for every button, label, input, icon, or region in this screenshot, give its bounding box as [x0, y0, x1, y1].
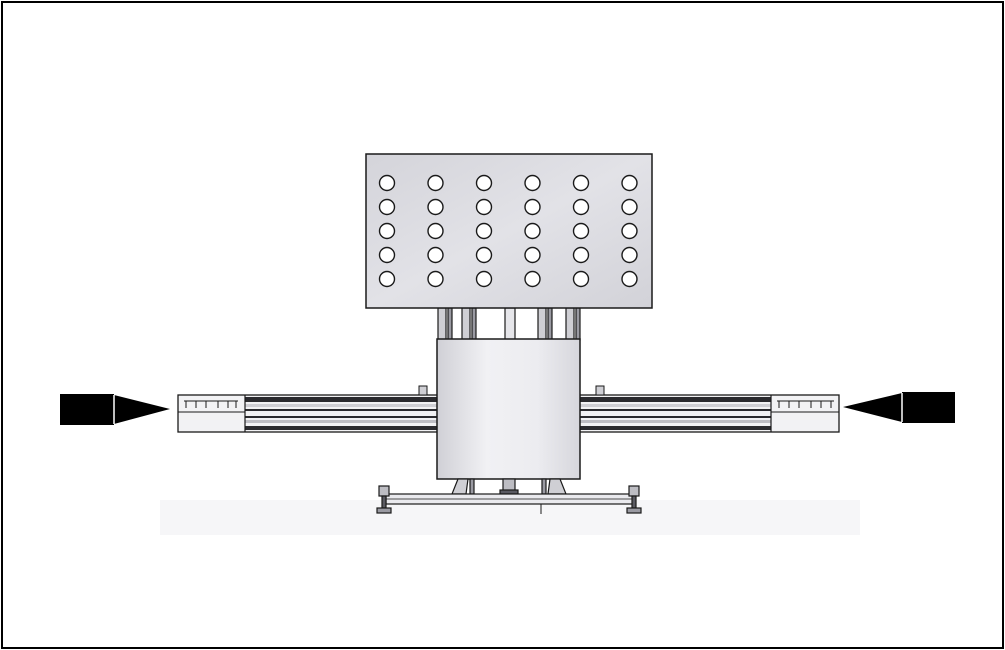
- target-hole: [428, 200, 443, 215]
- target-hole: [622, 176, 637, 191]
- vertical-posts: [438, 308, 580, 340]
- right-crossbar: [578, 386, 839, 432]
- target-hole: [574, 272, 589, 287]
- target-hole: [477, 224, 492, 239]
- target-hole: [574, 248, 589, 263]
- target-hole: [525, 272, 540, 287]
- target-hole: [428, 224, 443, 239]
- target-hole: [428, 272, 443, 287]
- target-hole: [477, 248, 492, 263]
- right-arrow-icon: [843, 392, 955, 423]
- target-hole: [574, 224, 589, 239]
- target-hole: [477, 176, 492, 191]
- central-column-box: [437, 339, 580, 479]
- left-crossbar: [178, 386, 440, 432]
- target-hole: [525, 248, 540, 263]
- target-hole: [622, 248, 637, 263]
- target-hole: [622, 272, 637, 287]
- target-hole: [428, 176, 443, 191]
- target-hole: [525, 176, 540, 191]
- target-panel: [366, 154, 652, 308]
- target-hole: [622, 200, 637, 215]
- target-hole: [477, 200, 492, 215]
- target-hole: [525, 200, 540, 215]
- floor-shadow: [160, 500, 860, 535]
- target-hole: [380, 224, 395, 239]
- target-hole: [574, 200, 589, 215]
- left-arrow-icon: [60, 394, 170, 425]
- target-hole: [380, 200, 395, 215]
- target-hole: [525, 224, 540, 239]
- target-hole: [428, 248, 443, 263]
- target-hole: [622, 224, 637, 239]
- target-hole: [380, 248, 395, 263]
- target-hole: [477, 272, 492, 287]
- target-hole: [574, 176, 589, 191]
- target-hole: [380, 272, 395, 287]
- target-hole: [380, 176, 395, 191]
